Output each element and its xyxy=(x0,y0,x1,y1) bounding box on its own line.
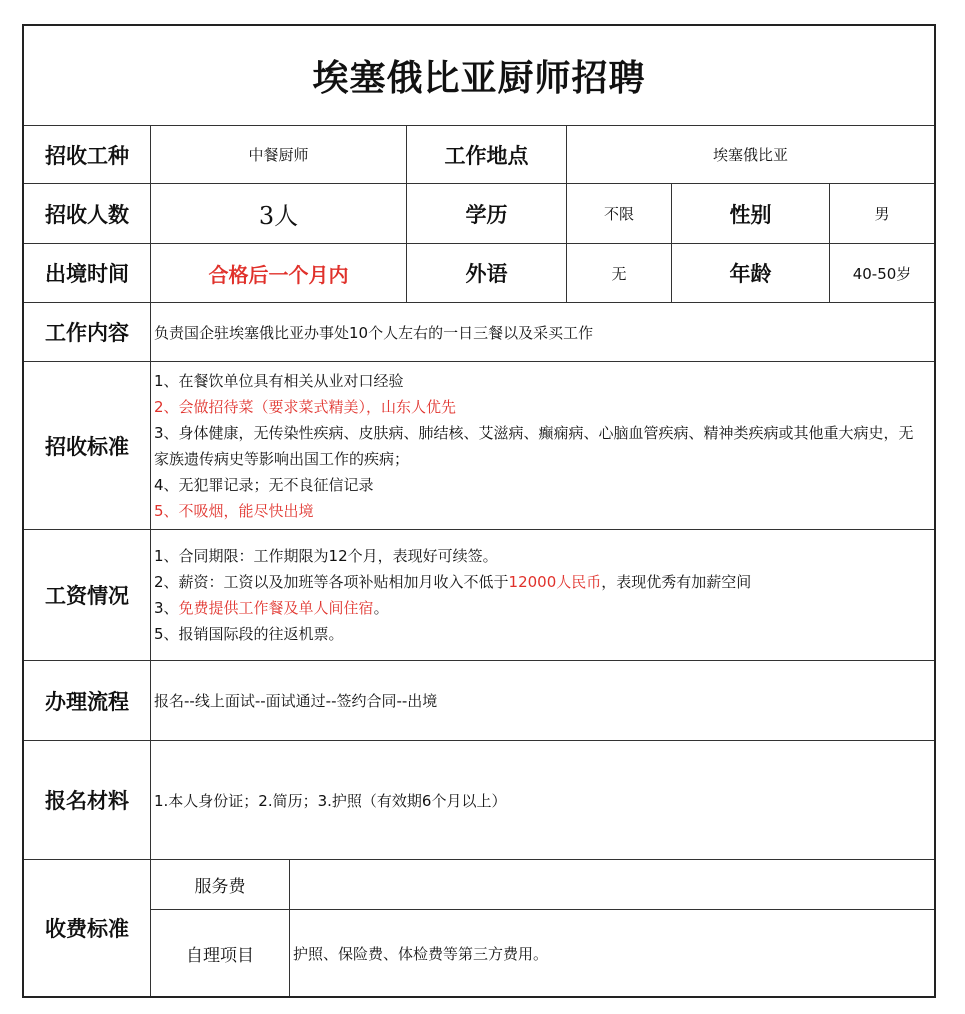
requirement-item: 2、会做招待菜（要求菜式精美），山东人优先 xyxy=(154,397,457,416)
materials-label: 报名材料 xyxy=(24,741,151,860)
age-label: 年龄 xyxy=(672,244,830,303)
gender-label: 性别 xyxy=(672,184,830,244)
salary-item: 1、合同期限：工作期限为12个月，表现好可续签。 xyxy=(154,547,498,565)
requirement-item: 1、在餐饮单位具有相关从业对口经验 xyxy=(154,371,404,390)
requirement-item: 5、不吸烟，能尽快出境 xyxy=(154,501,314,520)
headcount-value: 3人 xyxy=(151,184,407,244)
salary-text: 。 xyxy=(373,599,389,617)
self-items-label: 自理项目 xyxy=(151,910,290,996)
salary-amount: 12000人民币 xyxy=(508,573,602,591)
materials-value: 1.本人身份证；2.简历；3.护照（有效期6个月以上） xyxy=(151,741,934,860)
language-value: 无 xyxy=(567,244,672,303)
fees-label: 收费标准 xyxy=(24,860,151,996)
salary-item xyxy=(154,569,757,595)
requirement-item: 4、无犯罪记录；无不良征信记录 xyxy=(154,475,374,494)
self-items-value: 护照、保险费、体检费等第三方费用。 xyxy=(293,944,549,963)
age-value: 40-50岁 xyxy=(830,244,934,303)
education-value: 不限 xyxy=(567,184,672,244)
education-label: 学历 xyxy=(407,184,567,244)
process-value: 报名--线上面试--面试通过--签约合同--出境 xyxy=(151,661,934,741)
duties-label: 工作内容 xyxy=(24,303,151,362)
salary-item xyxy=(154,595,395,621)
salary-list xyxy=(151,530,934,661)
location-label: 工作地点 xyxy=(407,126,567,184)
departure-label: 出境时间 xyxy=(24,244,151,303)
salary-item: 5、报销国际段的往返机票。 xyxy=(154,625,344,643)
salary-text: 2、薪资：工资以及加班等各项补贴相加月收入不低于 xyxy=(154,573,509,591)
salary-text: ，表现优秀有加薪空间 xyxy=(601,573,752,591)
requirements-label: 招收标准 xyxy=(24,362,151,530)
requirements-list xyxy=(151,362,934,530)
duties-value: 负责国企驻埃塞俄比亚办事处10个人左右的一日三餐以及采买工作 xyxy=(151,303,934,362)
service-fee-label: 服务费 xyxy=(151,860,290,910)
page-title: 埃塞俄比亚厨师招聘 xyxy=(24,26,934,126)
headcount-label: 招收人数 xyxy=(24,184,151,244)
recruitment-table xyxy=(22,24,936,998)
location-value: 埃塞俄比亚 xyxy=(567,126,934,184)
process-label: 办理流程 xyxy=(24,661,151,741)
gender-value: 男 xyxy=(830,184,934,244)
salary-highlight: 免费提供工作餐及单人间住宿 xyxy=(178,599,374,617)
job-type-label: 招收工种 xyxy=(24,126,151,184)
salary-text: 3、 xyxy=(154,599,179,617)
departure-value: 合格后一个月内 xyxy=(151,244,407,303)
service-fee-value xyxy=(290,860,934,910)
requirement-item: 3、身体健康，无传染性疾病、皮肤病、肺结核、艾滋病、癫痫病、心脑血管疾病、精神类疾病或其他重大病史，无家族遗传病史等影响出国工作的疾病； xyxy=(154,423,914,468)
job-type-value: 中餐厨师 xyxy=(151,126,407,184)
salary-label: 工资情况 xyxy=(24,530,151,661)
language-label: 外语 xyxy=(407,244,567,303)
